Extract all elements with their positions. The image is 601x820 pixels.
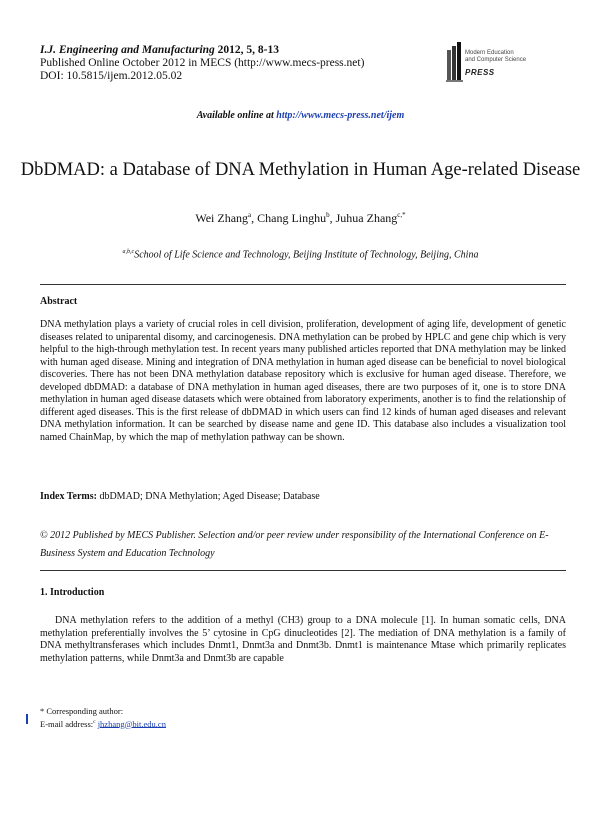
- author-separator: ,: [251, 211, 258, 225]
- book-stack-icon: [445, 38, 465, 86]
- publisher-logo: [445, 38, 565, 88]
- author-list: [0, 211, 601, 226]
- journal-name: I.J. Engineering and Manufacturing: [40, 44, 215, 56]
- abstract-heading: Abstract: [40, 296, 78, 307]
- affiliation-text: School of Life Science and Technology, Beijing Institute of Technology, Beijing, China: [134, 249, 479, 261]
- volume-info: 2012, 5, 8-13: [217, 44, 280, 56]
- logo-press: PRESS: [465, 68, 495, 77]
- journal-url-link[interactable]: http://www.mecs-press.net/ijem: [276, 110, 405, 121]
- logo-line-1: Modern Education: [465, 50, 514, 56]
- author-name: Juhua Zhang: [335, 211, 398, 225]
- abstract-text: DNA methylation plays a variety of crucial roles in cell division, proliferation, development of aging life, development of genetic diseases related to uniparental disomy, and carcinogenesis. DNA methylation can be probed by HPLC and gene chip which is very helpful to the high-through methylation test. In recent years many published articles reported that DNA methylation may be linked with human aged disease. Mining and integration of DNA methylation in human aged disease can be beneficial to novel biological discoveries. There has not been DNA methylation database repository which is exclusive for human aged disease. Therefore, we developed dbDMAD: a database of DNA methylation in human aged diseases, there are two purposes of it, one is to store DNA methylation in human aged disease datasets which were obtained from laboratory experiments, another is to find the relationship of different aged diseases. This is the first release of dbDMAD in which users can find 12 kinds of human aged diseases and relevant DNA methylation information. It can be searched by disease name and gene ID. This database also includes a visualization tool named ChainMap, by which the map of methylation pathway can be shown.: [40, 319, 566, 443]
- copyright-notice: © 2012 Published by MECS Publisher. Selection and/or peer review under responsibility of the International Conference on E-Business System and Education Technology: [40, 530, 549, 559]
- logo-line-2: and Computer Science: [465, 57, 527, 63]
- paper-title: DbDMAD: a Database of DNA Methylation in Human Age-related Disease: [20, 160, 581, 180]
- corresponding-author-label: * Corresponding author:: [40, 706, 124, 716]
- availability-prefix: Available online at: [196, 110, 277, 121]
- author-sup: a: [248, 211, 252, 219]
- affiliation-sup: a,b,c: [122, 249, 135, 255]
- author-separator: ,: [329, 211, 336, 225]
- email-sup: c: [93, 718, 96, 725]
- footnote: [40, 706, 166, 729]
- author-sup: c,*: [397, 211, 406, 219]
- index-terms: [40, 491, 566, 504]
- index-terms-values: dbDMAD; DNA Methylation; Aged Disease; Database: [96, 491, 320, 502]
- author-sup: b: [326, 211, 330, 219]
- availability-line: [0, 110, 601, 121]
- email-label: E-mail address:: [40, 718, 94, 729]
- margin-change-bar: [26, 714, 28, 724]
- introduction-text: DNA methylation refers to the addition of a methyl (CH3) group to a DNA molecule [1]. In human somatic cells, DNA methylation preferentially involves the 5’ cytosine in CpG dinucleotides [2]. The mediation of DNA methylation is a family of DNA methyltransferases which includes Dnmt1, Dnmt3a and Dnmt3b. Dnmt1 is maintenance Mtase which primarily replicates methylation patterns, while Dnmt3a and Dnmt3b are capable: [40, 615, 566, 664]
- index-terms-label: Index Terms:: [40, 491, 97, 502]
- introduction-heading: 1. Introduction: [40, 587, 105, 598]
- author-name: Chang Linghu: [257, 211, 327, 225]
- divider-bottom: [40, 570, 566, 571]
- author-name: Wei Zhang: [195, 211, 249, 225]
- affiliation: [0, 249, 601, 260]
- doi-line: DOI: 10.5815/ijem.2012.05.02: [40, 70, 183, 82]
- journal-header: [40, 44, 364, 83]
- email-link[interactable]: jhzhang@bit.edu.cn: [97, 718, 166, 729]
- published-line: Published Online October 2012 in MECS (http://www.mecs-press.net): [40, 57, 365, 69]
- divider-top: [40, 284, 566, 285]
